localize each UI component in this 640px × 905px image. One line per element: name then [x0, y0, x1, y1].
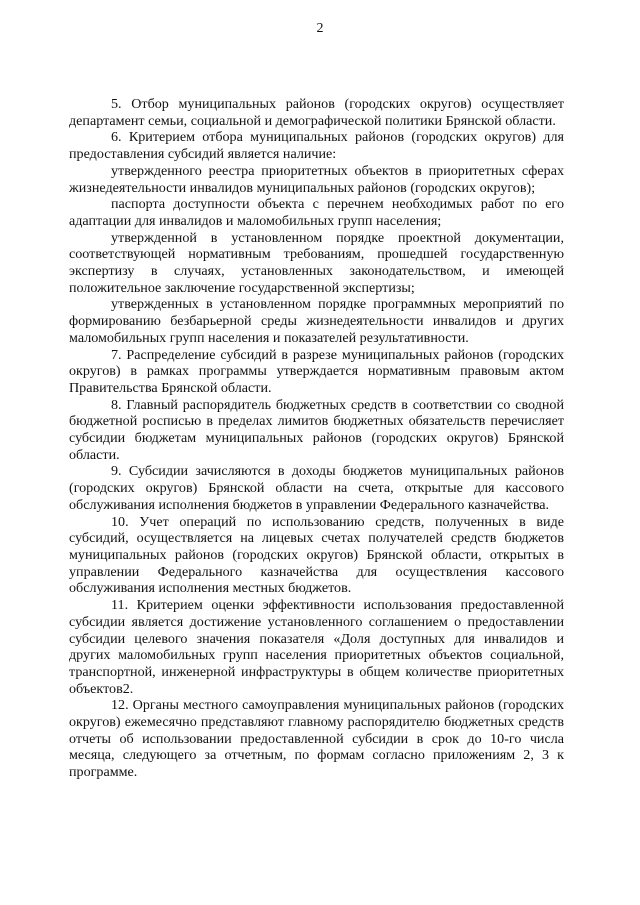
paragraph-5: 5. Отбор муниципальных районов (городских округов) осуществляет департамент семьи, социальной и демографической политики Брянской области.	[69, 96, 564, 129]
criterion-documentation: утвержденной в установленном порядке проектной документации, соответствующей нормативным требованиям, прошедшей государственную экспертизу в случаях, установленных законодательством, и имеющей положительное заключение государственной экспертизы;	[69, 229, 564, 296]
paragraph-7: 7. Распределение субсидий в разрезе муниципальных районов (городских округов) в рамках программы утверждается нормативным правовым актом Правительства Брянской области.	[69, 346, 564, 396]
paragraph-6: 6. Критерием отбора муниципальных районов (городских округов) для предоставления субсидий является наличие:	[69, 129, 564, 163]
criterion-programs: утвержденных в установленном порядке программных мероприятий по формированию безбарьерной среды жизнедеятельности инвалидов и других маломобильных групп населения и показателей результативности.	[69, 296, 564, 346]
paragraph-8: 8. Главный распорядитель бюджетных средств в соответствии со сводной бюджетной росписью в пределах лимитов бюджетных обязательств перечисляет субсидии бюджетам муниципальных районов (городских округов) Брянской области.	[69, 396, 564, 463]
criterion-registry: утвержденного реестра приоритетных объектов в приоритетных сферах жизнедеятельности инвалидов муниципальных районов (городских округов);	[69, 162, 564, 196]
paragraph-9: 9. Субсидии зачисляются в доходы бюджетов муниципальных районов (городских округов) Брянской области на счета, открытые для кассового обслуживания исполнения бюджетов в управлении Федерального казначейства.	[69, 463, 564, 513]
page-number: 2	[316, 21, 324, 36]
paragraph-11: 11. Критерием оценки эффективности использования предоставленной субсидии является достижение установленного соглашением о предоставлении субсидии целевого значения показателя «Доля доступных для инвалидов и других маломобильных групп населения приоритетных объектов социальной, транспортной, инженерной инфраструктуры в общем количестве приоритетных объектов2.	[69, 597, 564, 697]
paragraph-12: 12. Органы местного самоуправления муниципальных районов (городских округов) ежемесячно представляют главному распорядителю бюджетных средств отчеты об использовании предоставленной субсидии в срок до 10-го числа месяца, следующего за отчетным, по формам согласно приложениям 2, 3 к программе.	[69, 697, 564, 781]
criterion-passport: паспорта доступности объекта с перечнем необходимых работ по его адаптации для инвалидов и маломобильных групп населения;	[69, 196, 564, 229]
paragraph-10: 10. Учет операций по использованию средств, полученных в виде субсидий, осуществляется на лицевых счетах получателей средств бюджетов муниципальных районов (городских округов) Брянской области, открытых в управлении Федерального казначейства для осуществления кассового обслуживания исполнения местных бюджетов.	[69, 513, 564, 597]
document-body	[69, 96, 564, 781]
